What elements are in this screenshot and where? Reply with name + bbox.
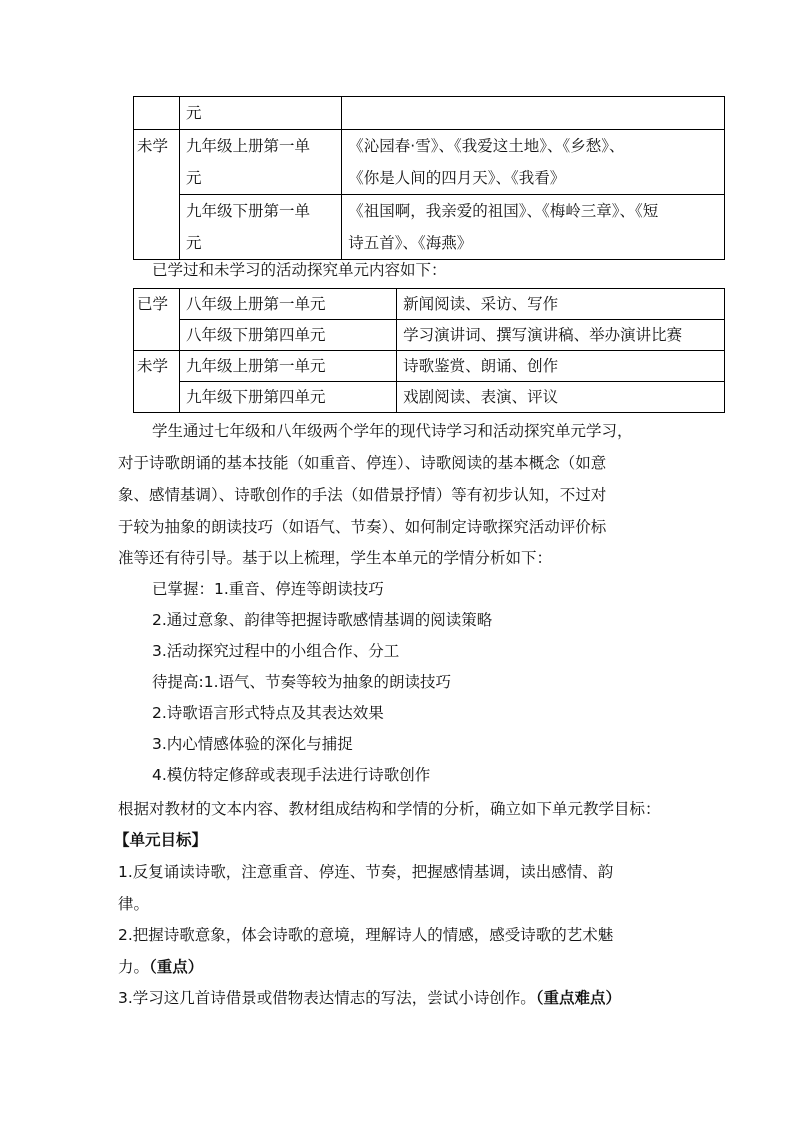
goal-line [118, 955, 203, 977]
intro-line: 已学过和未学习的活动探究单元内容如下： [152, 261, 447, 279]
paragraph-line: 于较为抽象的朗读技巧（如语气、节奏）、如何制定诗歌探究活动评价标 [118, 518, 607, 536]
goal-intro: 根据对教材的文本内容、教材组成结构和学情的分析，确立如下单元教学目标： [118, 800, 661, 818]
table-cell [134, 97, 180, 130]
table-cell: 戏剧阅读、表演、评议 [397, 382, 725, 413]
table-cell: 元 [179, 97, 341, 130]
table-cell [342, 130, 725, 195]
table-cell: 八年级下册第四单元 [179, 320, 396, 351]
table-row [134, 382, 725, 413]
paragraph-line: 象、感情基调）、诗歌创作的手法（如借景抒情）等有初步认知，不过对 [118, 486, 607, 504]
table-cell: 诗歌鉴赏、朗诵、创作 [397, 351, 725, 382]
unit-line: 九年级下册第一单 [185, 202, 310, 220]
paragraph-line: 对于诗歌朗诵的基本技能（如重音、停连）、诗歌阅读的基本概念（如意 [118, 454, 607, 472]
table-cell [342, 195, 725, 260]
table-cell [342, 97, 725, 130]
goal-text: 力。 [118, 958, 150, 976]
table-cell: 新闻阅读、采访、写作 [397, 289, 725, 320]
paragraph-line: 准等还有待引导。基于以上梳理，学生本单元的学情分析如下： [118, 549, 553, 567]
list-item: 已掌握：1.重音、停连等朗读技巧 [152, 580, 384, 598]
table-cell: 九年级上册第一单元 [179, 351, 396, 382]
unit-line: 元 [185, 234, 202, 252]
table-row [134, 97, 725, 130]
table-row [134, 320, 725, 351]
poem-line: 《祖国啊，我亲爱的祖国》、《梅岭三章》、《短 [348, 202, 659, 220]
list-item: 待提高:1.语气、节奏等较为抽象的朗读技巧 [152, 673, 452, 691]
poem-line: 《沁园春·雪》、《我爱这土地》、《乡愁》、 [348, 137, 625, 155]
table-cell [179, 195, 341, 260]
table-cell: 九年级下册第四单元 [179, 382, 396, 413]
list-item: 2.通过意象、韵律等把握诗歌感情基调的阅读策略 [152, 611, 493, 629]
goal-line: 律。 [118, 895, 150, 913]
table-cell [179, 130, 341, 195]
poem-line: 《你是人间的四月天》、《我看》 [348, 169, 566, 187]
group-label-cell: 未学 [134, 130, 180, 260]
poem-line: 诗五首》、《海燕》 [348, 234, 473, 252]
table-row [134, 351, 725, 382]
list-item: 3.内心情感体验的深化与捕捉 [152, 735, 353, 753]
group-label-cell: 已学 [134, 289, 180, 351]
list-item: 2.诗歌语言形式特点及其表达效果 [152, 704, 384, 722]
goal-line [118, 986, 621, 1008]
goal-line: 2.把握诗歌意象，体会诗歌的意境，理解诗人的情感，感受诗歌的艺术魅 [118, 926, 614, 944]
activity-units-table [133, 288, 725, 413]
table-row [134, 130, 725, 195]
unit-line: 九年级上册第一单 [185, 137, 310, 155]
table-row [134, 195, 725, 260]
goal-text: 3.学习这几首诗借景或借物表达情志的写法，尝试小诗创作。 [118, 989, 536, 1007]
table-cell: 八年级上册第一单元 [179, 289, 396, 320]
paragraph-line: 学生通过七年级和八年级两个学年的现代诗学习和活动探究单元学习， [152, 422, 633, 440]
section-heading: 【单元目标】 [114, 831, 208, 849]
group-label-cell: 未学 [134, 351, 180, 413]
table-row [134, 289, 725, 320]
key-point-tag: （重点） [149, 958, 204, 976]
table-cell: 学习演讲词、撰写演讲稿、举办演讲比赛 [397, 320, 725, 351]
list-item: 4.模仿特定修辞或表现手法进行诗歌创作 [152, 766, 431, 784]
unit-line: 元 [185, 169, 202, 187]
list-item: 3.活动探究过程中的小组合作、分工 [152, 642, 400, 660]
goal-line: 1.反复诵读诗歌，注意重音、停连、节奏，把握感情基调，读出感情、韵 [118, 863, 614, 881]
poem-units-table [133, 96, 725, 260]
key-difficulty-tag: （重点难点） [535, 989, 622, 1007]
